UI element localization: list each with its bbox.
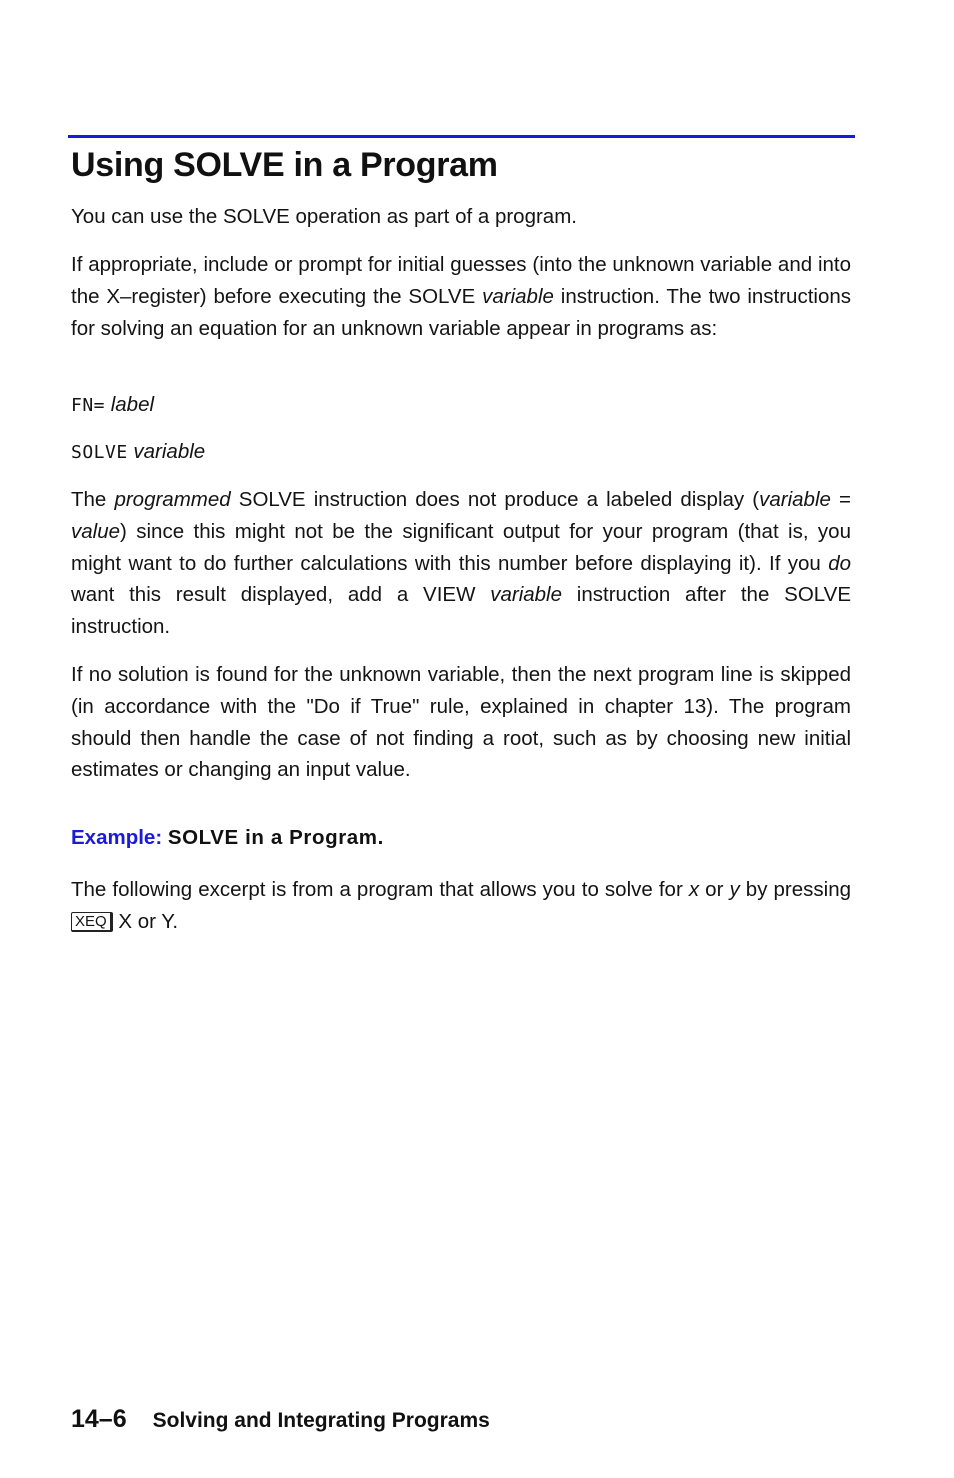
programmed-solve-paragraph xyxy=(71,484,851,643)
text-run: SOLVE instruction does not produce a labeled display ( xyxy=(230,488,760,511)
guesses-paragraph xyxy=(71,249,851,344)
text-run: The following excerpt is from a program that allows you to solve for xyxy=(71,878,689,901)
no-solution-paragraph: If no solution is found for the unknown variable, then the next program line is skipped (in accordance with the "Do if True" rule, explained in chapter 13). The program should then handle the case of not finding a root, such as by choosing new initial estimates or changing an input value. xyxy=(71,663,851,782)
text-run: The xyxy=(71,488,115,511)
text-run: = xyxy=(830,488,851,511)
code-argument: label xyxy=(110,393,155,416)
italic-run: programmed xyxy=(114,488,231,511)
code-keyword: SOLVE xyxy=(71,442,128,463)
italic-run: y xyxy=(729,878,740,901)
example-title: SOLVE in a Program. xyxy=(167,826,384,849)
text-run: by pressing xyxy=(739,878,851,901)
excerpt-paragraph xyxy=(71,874,851,938)
italic-run: variable xyxy=(482,284,554,308)
italic-run: variable xyxy=(759,488,831,511)
italic-run: x xyxy=(688,878,700,901)
text-run: or xyxy=(699,878,730,901)
chapter-title: Solving and Integrating Programs xyxy=(152,1409,490,1432)
italic-run: variable xyxy=(490,583,563,607)
code-line-solve xyxy=(71,437,205,468)
text-run: instruction. The two instructions for solving an equation for an unknown variable appear in programs as: xyxy=(71,284,852,340)
text-run: instruction after the SOLVE instruction. xyxy=(71,583,851,639)
code-keyword: FN= xyxy=(71,395,106,416)
heading-rule xyxy=(68,135,855,138)
code-line-fn xyxy=(71,390,154,421)
page-number: 14–6 xyxy=(71,1405,127,1433)
page-footer xyxy=(71,1405,490,1434)
text-run: ) since this might not be the significant output for your program (that is, you might want to do further calculations with this number before displaying it). If you xyxy=(71,519,851,575)
text-run: If appropriate, include or prompt for initial guesses (into the unknown variable and into the X–register) before executing the SOLVE xyxy=(71,253,851,308)
xeq-key-icon: XEQ xyxy=(71,912,113,932)
example-heading xyxy=(71,822,384,854)
text-run: X or Y. xyxy=(112,909,179,933)
text-run: want this result displayed, add a VIEW xyxy=(71,583,491,607)
code-argument: variable xyxy=(133,440,206,463)
italic-run: do xyxy=(828,551,851,575)
example-label: Example: xyxy=(71,826,163,849)
italic-run: value xyxy=(71,519,121,543)
page-title: Using SOLVE in a Program xyxy=(71,146,498,184)
intro-paragraph: You can use the SOLVE operation as part of a program. xyxy=(71,205,577,228)
